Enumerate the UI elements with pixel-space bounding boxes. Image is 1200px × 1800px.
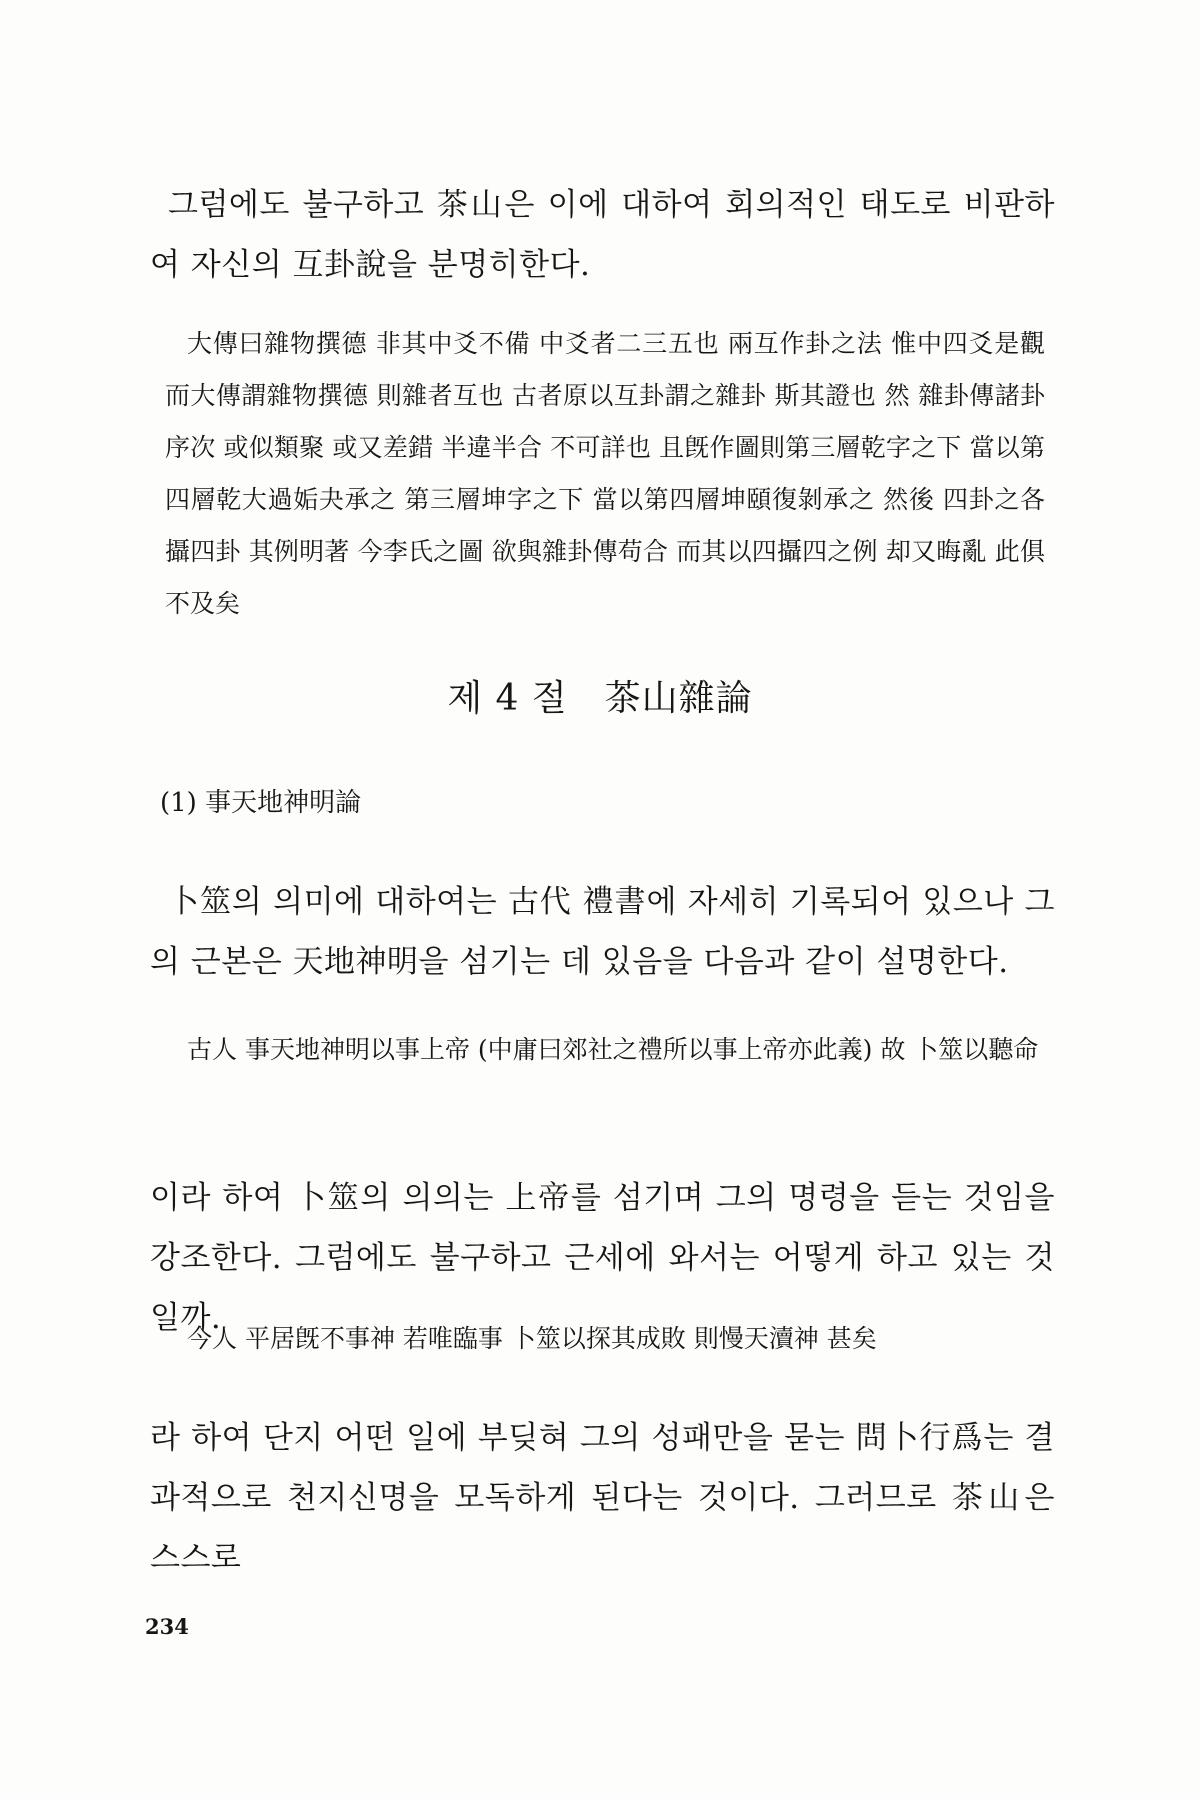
- quotation-classical-text-2: 古人 事天地神明以事上帝 (中庸曰郊社之禮所以事上帝亦此義) 故 卜筮以聽命: [187, 1035, 1039, 1064]
- body-paragraph-3: 이라 하여 卜筮의 의의는 上帝를 섬기며 그의 명령을 듣는 것임을 강조한다. 그럼에도 불구하고 근세에 와서는 어떻게 하고 있는 것일까.: [150, 1180, 1055, 1336]
- quotation-classical-text-3: 今人 平居旣不事神 若唯臨事 卜筮以探其成敗 則慢天瀆神 甚矣: [187, 1324, 877, 1353]
- subsection-heading: (1) 事天地神明論: [160, 788, 362, 818]
- quotation-classical-text-1: 大傳曰雜物撰德 非其中爻不備 中爻者二三五也 兩互作卦之法 惟中四爻是觀 而大傳謂雜物撰德 則雜者互也 古者原以互卦謂之雜卦 斯其證也 然 雜卦傳諸卦序次 或似類聚 或又差錯 半違半合 不可詳也 且旣作圖則第三層乾字之下 當以第四層乾大過姤夬承之 第三層坤字之下 當以第四層坤頤復剝承之 然後 四卦之各攝四卦 其例明著 今李氏之圖 欲與雜卦傳苟合 而其以四攝四之例 却又晦亂 此俱不及矣: [165, 329, 1045, 618]
- body-paragraph-2: 卜筮의 의미에 대하여는 古代 禮書에 자세히 기록되어 있으나 그의 근본은 天地神明을 섬기는 데 있음을 다음과 같이 설명한다.: [150, 884, 1055, 980]
- body-paragraph-1: 그럼에도 불구하고 茶山은 이에 대하여 회의적인 태도로 비판하여 자신의 互卦說을 분명히한다.: [150, 187, 1055, 283]
- page-number: 234: [145, 1614, 189, 1639]
- section-heading: 제 4 절 茶山雜論: [447, 678, 753, 719]
- body-paragraph-4: 라 하여 단지 어떤 일에 부딪혀 그의 성패만을 묻는 問卜行爲는 결과적으로 천지신명을 모독하게 된다는 것이다. 그러므로 茶山은 스스로: [150, 1420, 1055, 1576]
